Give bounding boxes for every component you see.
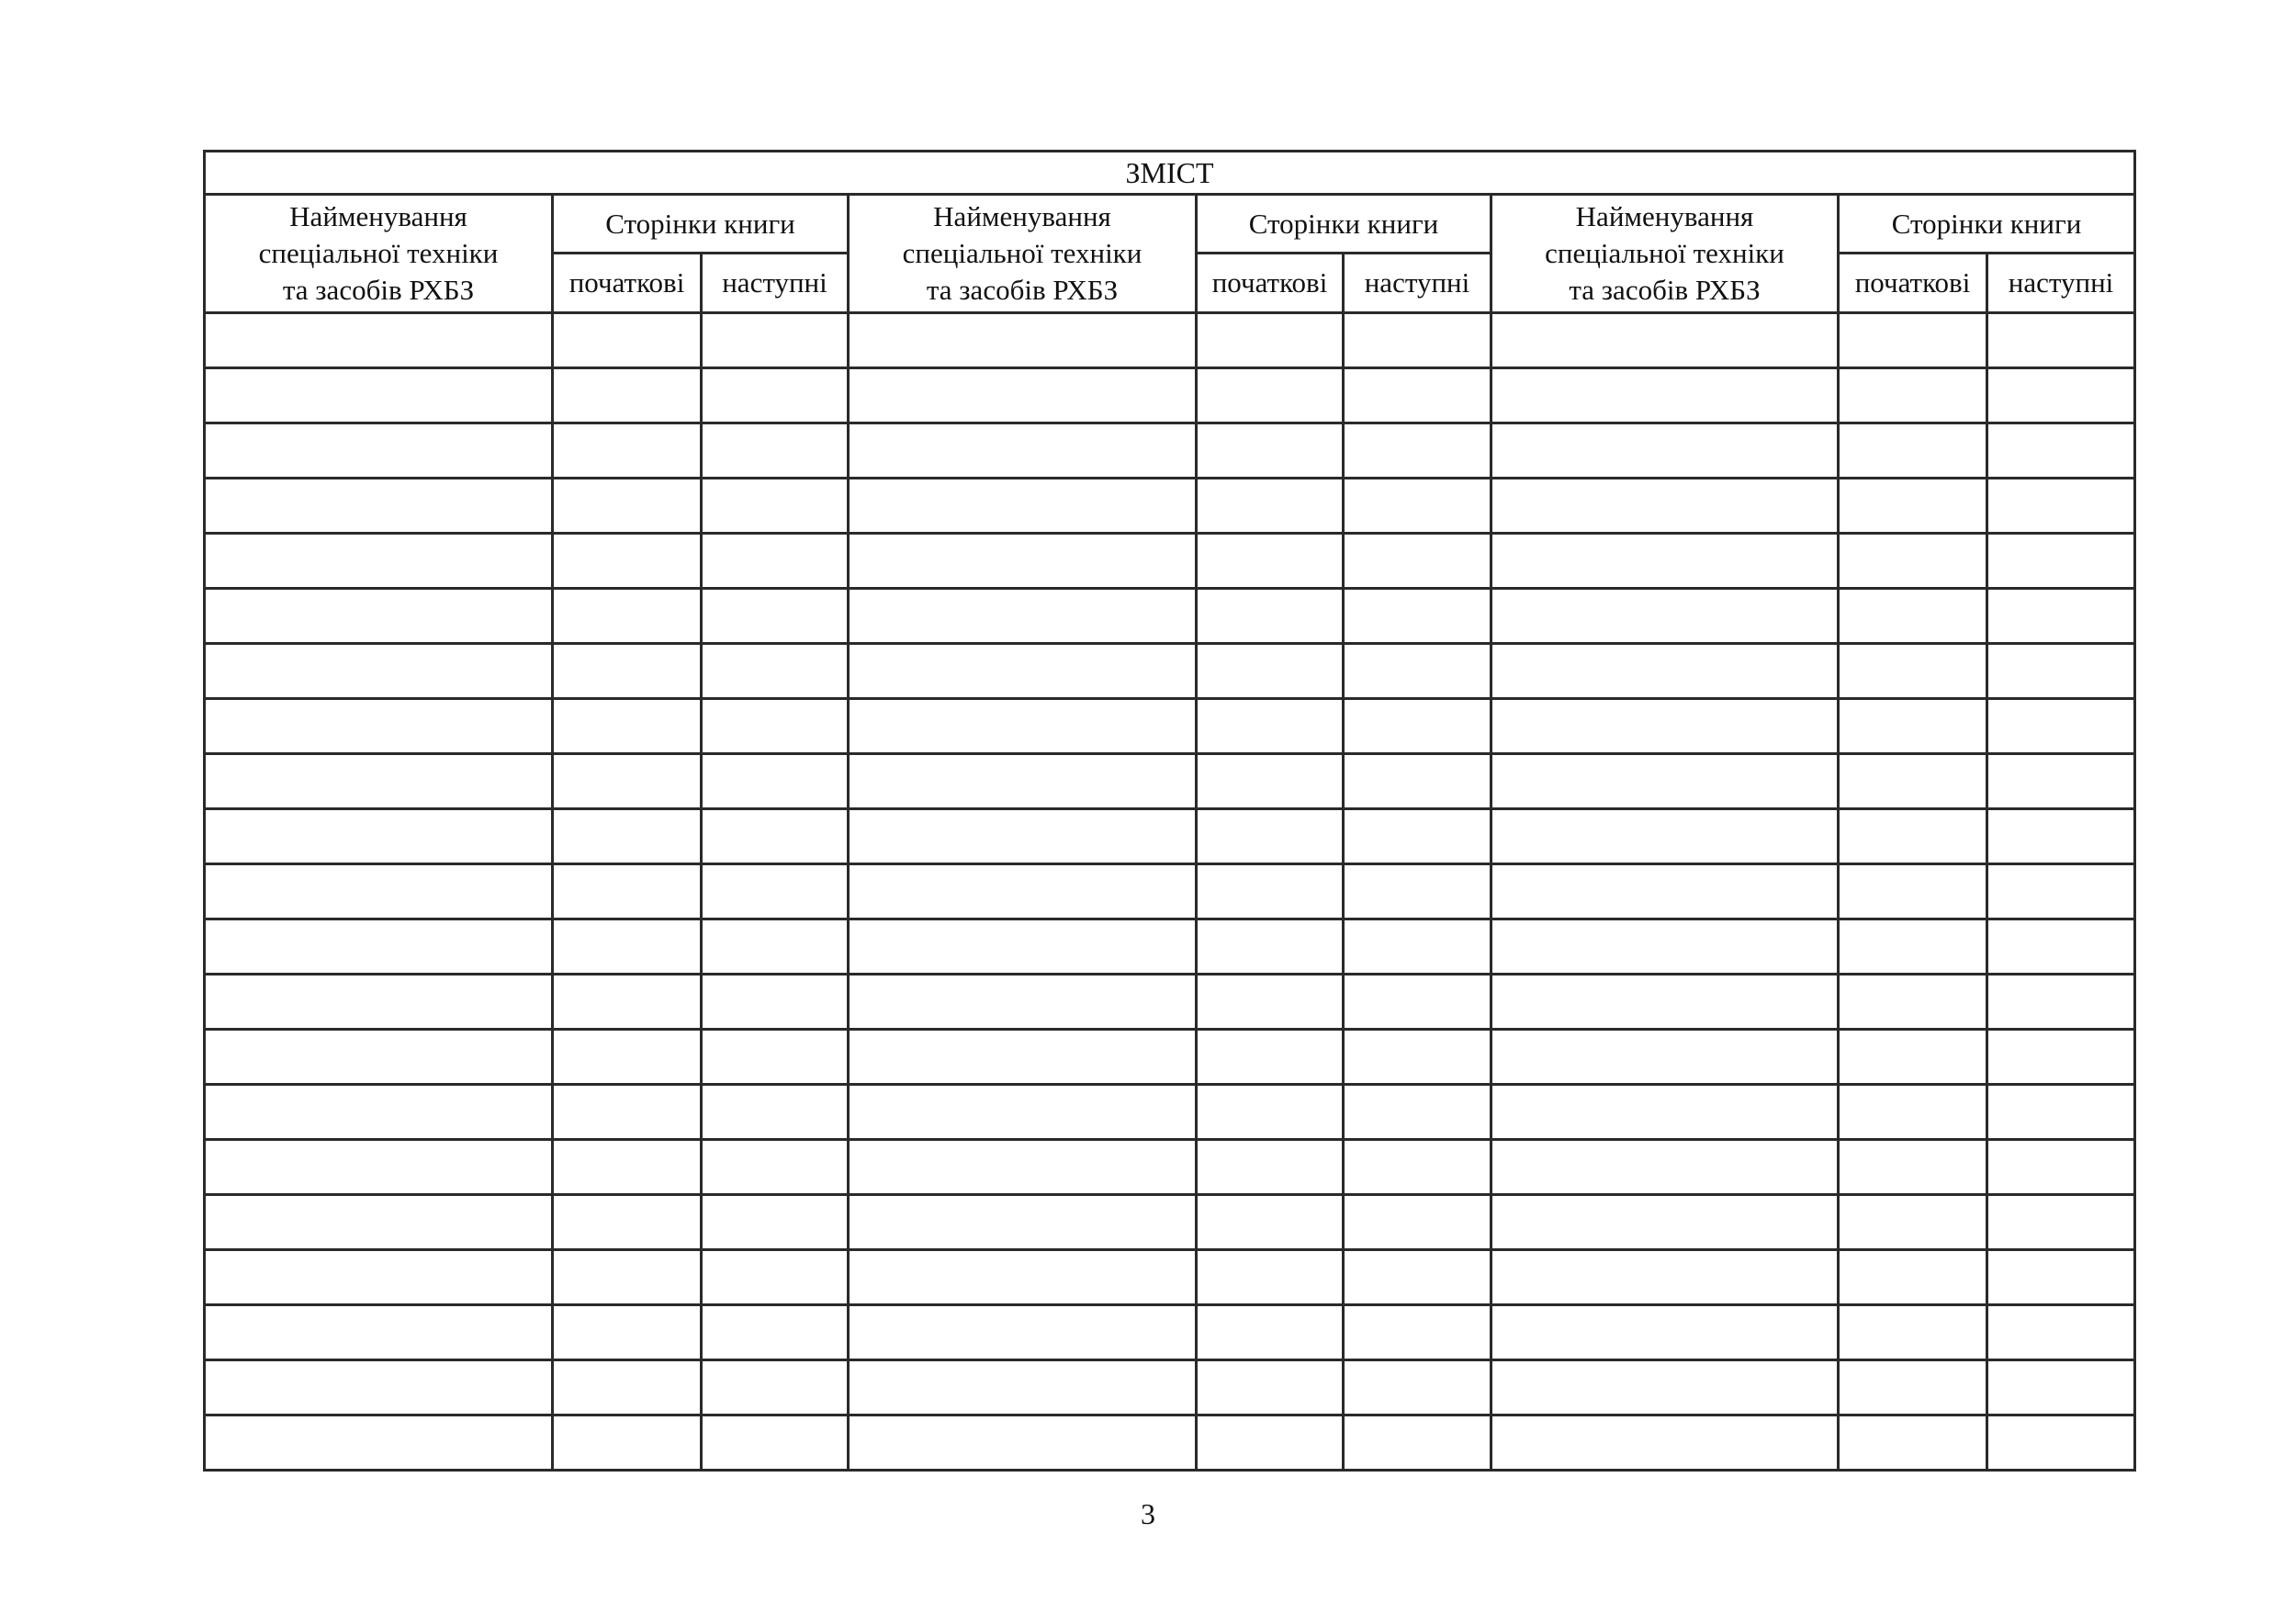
- table-row: [205, 1415, 2135, 1471]
- cell-pages-initial-2: [1197, 809, 1344, 864]
- cell-name-2: [849, 368, 1197, 423]
- cell-name-3: [1491, 368, 1839, 423]
- cell-pages-initial-3: [1839, 479, 1987, 534]
- cell-pages-next-3: [1987, 809, 2135, 864]
- cell-pages-next-1: [702, 1250, 849, 1305]
- cell-name-1: [205, 644, 553, 699]
- cell-pages-initial-3: [1839, 589, 1987, 644]
- cell-name-2: [849, 864, 1197, 919]
- cell-name-2: [849, 534, 1197, 589]
- contents-table: [203, 150, 2136, 1472]
- cell-name-2: [849, 313, 1197, 368]
- cell-name-1: [205, 1415, 553, 1471]
- cell-pages-initial-2: [1197, 644, 1344, 699]
- cell-pages-initial-1: [553, 1140, 702, 1195]
- cell-pages-initial-2: [1197, 423, 1344, 479]
- cell-pages-initial-3: [1839, 368, 1987, 423]
- cell-pages-next-3: [1987, 754, 2135, 809]
- cell-name-1: [205, 864, 553, 919]
- cell-name-1: [205, 1030, 553, 1085]
- cell-pages-initial-2: [1197, 754, 1344, 809]
- cell-name-3: [1491, 754, 1839, 809]
- table-row: [205, 313, 2135, 368]
- cell-pages-next-1: [702, 644, 849, 699]
- cell-pages-initial-1: [553, 644, 702, 699]
- column-heading-name-3: [1491, 195, 1839, 313]
- cell-pages-next-2: [1344, 864, 1491, 919]
- column-heading-pages-3: Сторінки книги: [1839, 195, 2135, 254]
- cell-pages-initial-3: [1839, 1360, 1987, 1415]
- cell-pages-next-1: [702, 1030, 849, 1085]
- cell-pages-next-1: [702, 423, 849, 479]
- cell-pages-next-2: [1344, 1085, 1491, 1140]
- cell-pages-next-3: [1987, 589, 2135, 644]
- cell-pages-next-3: [1987, 1305, 2135, 1360]
- cell-pages-initial-3: [1839, 644, 1987, 699]
- cell-name-3: [1491, 1085, 1839, 1140]
- cell-pages-next-3: [1987, 919, 2135, 975]
- cell-pages-initial-3: [1839, 313, 1987, 368]
- cell-pages-initial-2: [1197, 368, 1344, 423]
- cell-pages-initial-2: [1197, 975, 1344, 1030]
- cell-name-2: [849, 1360, 1197, 1415]
- cell-pages-next-1: [702, 1415, 849, 1471]
- cell-name-3: [1491, 1030, 1839, 1085]
- cell-pages-initial-3: [1839, 1195, 1987, 1250]
- table-row: [205, 1305, 2135, 1360]
- column-heading-name-2: [849, 195, 1197, 313]
- cell-pages-next-3: [1987, 1250, 2135, 1305]
- column-heading-initial-3: початкові: [1839, 254, 1987, 313]
- cell-name-1: [205, 368, 553, 423]
- cell-name-1: [205, 479, 553, 534]
- table-row: [205, 1030, 2135, 1085]
- table-row: [205, 1195, 2135, 1250]
- column-heading-name-1: [205, 195, 553, 313]
- column-heading-name-line: Найменування: [1575, 200, 1754, 232]
- cell-pages-initial-3: [1839, 1250, 1987, 1305]
- table-body: [205, 313, 2135, 1471]
- cell-pages-next-1: [702, 1140, 849, 1195]
- cell-pages-initial-3: [1839, 1030, 1987, 1085]
- cell-pages-next-2: [1344, 313, 1491, 368]
- cell-pages-next-1: [702, 589, 849, 644]
- cell-pages-next-2: [1344, 754, 1491, 809]
- column-heading-next-2: наступні: [1344, 254, 1491, 313]
- cell-pages-next-2: [1344, 534, 1491, 589]
- column-heading-name-line: та засобів РХБЗ: [1569, 274, 1761, 306]
- cell-name-1: [205, 1140, 553, 1195]
- cell-name-2: [849, 919, 1197, 975]
- column-heading-name-line: Найменування: [289, 200, 467, 232]
- table-row: [205, 423, 2135, 479]
- cell-name-2: [849, 809, 1197, 864]
- column-heading-pages-2: Сторінки книги: [1197, 195, 1491, 254]
- cell-name-2: [849, 1305, 1197, 1360]
- table-row: [205, 368, 2135, 423]
- cell-pages-next-2: [1344, 589, 1491, 644]
- cell-pages-initial-2: [1197, 1415, 1344, 1471]
- cell-name-1: [205, 1085, 553, 1140]
- cell-pages-next-1: [702, 754, 849, 809]
- cell-name-1: [205, 589, 553, 644]
- cell-pages-initial-3: [1839, 754, 1987, 809]
- column-heading-name-line: спеціальної техніки: [1545, 237, 1784, 269]
- table-title: ЗМІСТ: [205, 152, 2135, 195]
- cell-pages-next-2: [1344, 479, 1491, 534]
- cell-name-3: [1491, 919, 1839, 975]
- cell-pages-initial-1: [553, 423, 702, 479]
- cell-name-3: [1491, 1415, 1839, 1471]
- cell-pages-next-2: [1344, 975, 1491, 1030]
- cell-pages-initial-2: [1197, 1305, 1344, 1360]
- cell-pages-next-3: [1987, 1085, 2135, 1140]
- cell-name-2: [849, 699, 1197, 754]
- table-row: [205, 589, 2135, 644]
- cell-pages-next-1: [702, 534, 849, 589]
- cell-pages-next-2: [1344, 1030, 1491, 1085]
- cell-pages-next-1: [702, 975, 849, 1030]
- cell-pages-next-1: [702, 1195, 849, 1250]
- cell-pages-initial-3: [1839, 1305, 1987, 1360]
- cell-pages-initial-3: [1839, 534, 1987, 589]
- table-row: [205, 699, 2135, 754]
- table-row: [205, 534, 2135, 589]
- cell-name-2: [849, 1030, 1197, 1085]
- table-row: [205, 864, 2135, 919]
- cell-pages-next-3: [1987, 368, 2135, 423]
- cell-pages-initial-3: [1839, 423, 1987, 479]
- cell-pages-initial-1: [553, 1195, 702, 1250]
- cell-name-3: [1491, 864, 1839, 919]
- cell-name-3: [1491, 589, 1839, 644]
- cell-pages-next-2: [1344, 809, 1491, 864]
- cell-pages-initial-1: [553, 313, 702, 368]
- cell-name-2: [849, 1250, 1197, 1305]
- cell-name-1: [205, 809, 553, 864]
- cell-pages-initial-1: [553, 975, 702, 1030]
- cell-name-1: [205, 1250, 553, 1305]
- cell-pages-next-3: [1987, 699, 2135, 754]
- table-row: [205, 975, 2135, 1030]
- cell-name-1: [205, 313, 553, 368]
- cell-pages-next-2: [1344, 1415, 1491, 1471]
- cell-pages-initial-2: [1197, 699, 1344, 754]
- cell-pages-initial-2: [1197, 534, 1344, 589]
- cell-pages-initial-1: [553, 919, 702, 975]
- cell-name-2: [849, 423, 1197, 479]
- cell-name-2: [849, 754, 1197, 809]
- cell-pages-next-2: [1344, 919, 1491, 975]
- cell-pages-next-2: [1344, 699, 1491, 754]
- cell-name-2: [849, 644, 1197, 699]
- cell-pages-initial-3: [1839, 1140, 1987, 1195]
- cell-pages-next-2: [1344, 1360, 1491, 1415]
- cell-pages-next-2: [1344, 1140, 1491, 1195]
- cell-name-3: [1491, 1195, 1839, 1250]
- table-row: [205, 1085, 2135, 1140]
- cell-pages-initial-1: [553, 809, 702, 864]
- cell-name-2: [849, 479, 1197, 534]
- cell-pages-initial-1: [553, 1360, 702, 1415]
- cell-name-2: [849, 1085, 1197, 1140]
- cell-pages-initial-2: [1197, 1195, 1344, 1250]
- table-row: [205, 479, 2135, 534]
- cell-pages-initial-2: [1197, 479, 1344, 534]
- cell-pages-next-1: [702, 809, 849, 864]
- cell-pages-next-1: [702, 699, 849, 754]
- cell-pages-initial-1: [553, 754, 702, 809]
- cell-name-3: [1491, 534, 1839, 589]
- cell-name-3: [1491, 479, 1839, 534]
- cell-name-3: [1491, 1250, 1839, 1305]
- cell-pages-initial-1: [553, 1030, 702, 1085]
- table-row: [205, 644, 2135, 699]
- cell-pages-initial-2: [1197, 1030, 1344, 1085]
- table-row: [205, 1140, 2135, 1195]
- cell-name-3: [1491, 1305, 1839, 1360]
- cell-pages-initial-1: [553, 589, 702, 644]
- table-row: [205, 919, 2135, 975]
- column-heading-next-3: наступні: [1987, 254, 2135, 313]
- cell-pages-initial-3: [1839, 699, 1987, 754]
- cell-pages-next-3: [1987, 1415, 2135, 1471]
- cell-pages-next-1: [702, 1085, 849, 1140]
- cell-pages-initial-1: [553, 534, 702, 589]
- cell-pages-next-3: [1987, 1030, 2135, 1085]
- cell-pages-initial-1: [553, 864, 702, 919]
- cell-pages-initial-1: [553, 368, 702, 423]
- cell-name-1: [205, 1360, 553, 1415]
- column-heading-pages-1: Сторінки книги: [553, 195, 849, 254]
- cell-pages-initial-2: [1197, 919, 1344, 975]
- cell-name-1: [205, 699, 553, 754]
- cell-pages-initial-3: [1839, 809, 1987, 864]
- cell-pages-initial-2: [1197, 313, 1344, 368]
- cell-pages-initial-2: [1197, 1085, 1344, 1140]
- table-row: [205, 754, 2135, 809]
- cell-pages-next-1: [702, 368, 849, 423]
- cell-pages-initial-2: [1197, 1360, 1344, 1415]
- cell-pages-next-3: [1987, 864, 2135, 919]
- cell-pages-initial-2: [1197, 589, 1344, 644]
- cell-name-3: [1491, 644, 1839, 699]
- cell-pages-initial-2: [1197, 1250, 1344, 1305]
- cell-name-3: [1491, 313, 1839, 368]
- cell-pages-next-3: [1987, 1360, 2135, 1415]
- cell-pages-initial-3: [1839, 1415, 1987, 1471]
- cell-pages-next-2: [1344, 1250, 1491, 1305]
- column-heading-name-line: спеціальної техніки: [902, 237, 1142, 269]
- cell-pages-initial-3: [1839, 919, 1987, 975]
- cell-pages-next-1: [702, 919, 849, 975]
- cell-name-2: [849, 1415, 1197, 1471]
- cell-name-3: [1491, 1140, 1839, 1195]
- cell-pages-next-3: [1987, 975, 2135, 1030]
- cell-name-3: [1491, 699, 1839, 754]
- cell-pages-initial-3: [1839, 864, 1987, 919]
- cell-pages-initial-1: [553, 699, 702, 754]
- cell-pages-next-2: [1344, 1305, 1491, 1360]
- cell-name-3: [1491, 423, 1839, 479]
- cell-pages-initial-1: [553, 1250, 702, 1305]
- table-row: [205, 1250, 2135, 1305]
- cell-name-2: [849, 1195, 1197, 1250]
- cell-pages-next-1: [702, 479, 849, 534]
- column-heading-initial-2: початкові: [1197, 254, 1344, 313]
- cell-name-1: [205, 919, 553, 975]
- cell-name-1: [205, 423, 553, 479]
- cell-pages-next-2: [1344, 1195, 1491, 1250]
- cell-pages-initial-1: [553, 1085, 702, 1140]
- cell-pages-next-3: [1987, 644, 2135, 699]
- column-heading-name-line: Найменування: [933, 200, 1111, 232]
- cell-name-2: [849, 1140, 1197, 1195]
- cell-pages-initial-1: [553, 479, 702, 534]
- cell-pages-next-3: [1987, 1195, 2135, 1250]
- cell-pages-next-2: [1344, 644, 1491, 699]
- cell-pages-next-3: [1987, 1140, 2135, 1195]
- cell-pages-next-3: [1987, 534, 2135, 589]
- cell-name-1: [205, 975, 553, 1030]
- table-row: [205, 809, 2135, 864]
- column-heading-name-line: та засобів РХБЗ: [282, 274, 475, 306]
- cell-pages-next-1: [702, 864, 849, 919]
- cell-pages-next-1: [702, 313, 849, 368]
- cell-name-3: [1491, 975, 1839, 1030]
- cell-name-3: [1491, 1360, 1839, 1415]
- cell-name-1: [205, 1195, 553, 1250]
- cell-pages-next-3: [1987, 479, 2135, 534]
- cell-name-1: [205, 1305, 553, 1360]
- cell-pages-next-1: [702, 1360, 849, 1415]
- cell-pages-initial-3: [1839, 1085, 1987, 1140]
- cell-name-2: [849, 975, 1197, 1030]
- cell-name-1: [205, 754, 553, 809]
- cell-pages-next-2: [1344, 368, 1491, 423]
- cell-pages-initial-2: [1197, 864, 1344, 919]
- cell-pages-initial-1: [553, 1305, 702, 1360]
- cell-pages-initial-2: [1197, 1140, 1344, 1195]
- table-row: [205, 1360, 2135, 1415]
- contents-sheet: [203, 150, 2133, 1472]
- cell-name-3: [1491, 809, 1839, 864]
- cell-pages-next-3: [1987, 313, 2135, 368]
- cell-name-2: [849, 589, 1197, 644]
- column-heading-name-line: спеціальної техніки: [258, 237, 499, 269]
- column-heading-initial-1: початкові: [553, 254, 702, 313]
- cell-pages-next-1: [702, 1305, 849, 1360]
- page-number: 3: [1141, 1497, 1155, 1530]
- cell-pages-initial-3: [1839, 975, 1987, 1030]
- column-heading-next-1: наступні: [702, 254, 849, 313]
- cell-pages-next-2: [1344, 423, 1491, 479]
- cell-pages-next-3: [1987, 423, 2135, 479]
- cell-pages-initial-1: [553, 1415, 702, 1471]
- column-heading-name-line: та засобів РХБЗ: [926, 274, 1119, 306]
- cell-name-1: [205, 534, 553, 589]
